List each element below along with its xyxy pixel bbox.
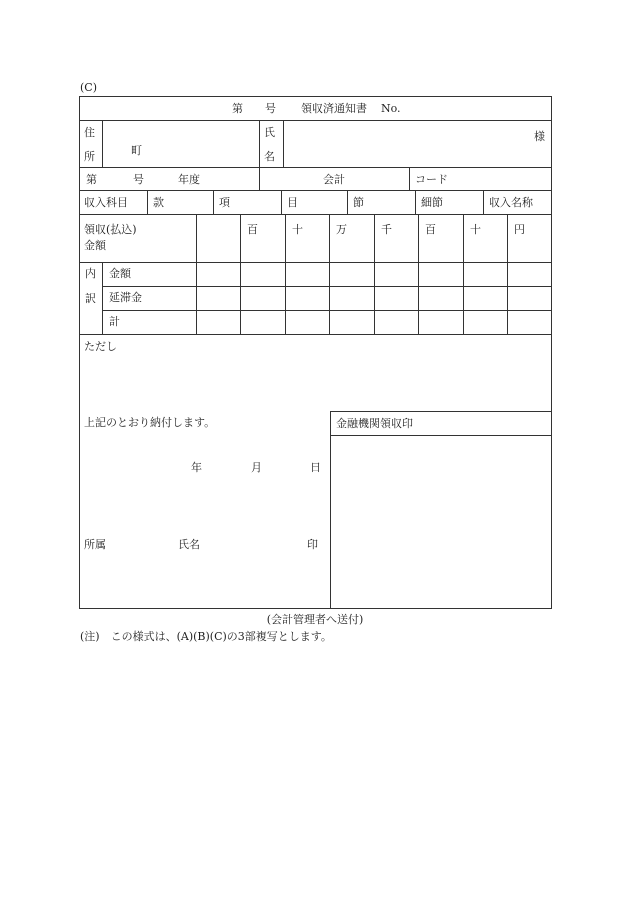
- vrule-subjects-3: [281, 190, 282, 214]
- digit-man: 万: [336, 223, 347, 236]
- vrule-grid-1: [240, 214, 241, 334]
- date-day: 日: [310, 461, 321, 474]
- name-shi: 氏: [264, 126, 275, 139]
- rule-number: [79, 190, 552, 191]
- amount-label-line1: 領収(払込): [84, 223, 137, 236]
- vrule-subjects-6: [483, 190, 484, 214]
- address-ju: 住: [84, 126, 95, 139]
- title-no: No.: [381, 102, 401, 115]
- vrule-grid-4: [374, 214, 375, 334]
- copy-label: (C): [80, 81, 97, 94]
- vrule-subjects-2: [213, 190, 214, 214]
- vrule-address-1: [102, 120, 103, 167]
- rule-breakdown-end: [79, 334, 552, 335]
- address-machi: 町: [131, 144, 142, 157]
- title-dai: 第: [232, 102, 243, 115]
- breakdown-wake: 訳: [85, 292, 96, 305]
- rule-amount-header: [79, 262, 552, 263]
- rule-address: [79, 167, 552, 168]
- account-label: 会計: [323, 173, 345, 186]
- digit-ju-man: 十: [292, 223, 303, 236]
- vrule-subjects-1: [147, 190, 148, 214]
- vrule-grid-6: [463, 214, 464, 334]
- rule-bank-header: [330, 435, 552, 436]
- form-frame: [79, 96, 552, 609]
- vrule-number-1: [259, 167, 260, 190]
- breakdown-uchi: 内: [85, 267, 96, 280]
- digit-hyaku: 百: [425, 223, 436, 236]
- number-dai: 第: [86, 173, 97, 186]
- revenue-subject-label: 収入科目: [84, 196, 128, 209]
- signer-name-label: 氏名: [178, 538, 200, 551]
- address-sho: 所: [84, 150, 95, 163]
- seal-label: 印: [307, 538, 318, 551]
- form-note: (注) この様式は、(A)(B)(C)の3部複写とします。: [80, 630, 332, 643]
- payment-statement: 上記のとおり納付します。: [84, 416, 216, 429]
- revenue-name-label: 収入名称: [489, 196, 533, 209]
- subject-saisetsu: 細節: [421, 196, 443, 209]
- affiliation-label: 所属: [84, 538, 106, 551]
- amount-label-line2: 金額: [84, 239, 106, 252]
- title-go: 号: [265, 102, 276, 115]
- routing-footer: (会計管理者へ送付): [266, 613, 364, 626]
- code-label: コード: [415, 173, 448, 186]
- rule-title: [79, 120, 552, 121]
- bank-stamp-label: 金融機関領収印: [336, 417, 413, 430]
- vrule-grid-2: [285, 214, 286, 334]
- breakdown-total-label: 計: [109, 315, 120, 328]
- proviso-label: ただし: [84, 340, 117, 353]
- rule-bank-top: [330, 411, 552, 412]
- rule-breakdown-2: [102, 310, 552, 311]
- digit-hyaku-man: 百: [247, 223, 258, 236]
- breakdown-amount-label: 金額: [109, 267, 131, 280]
- vrule-grid-0: [196, 214, 197, 334]
- subject-kan: 款: [153, 196, 164, 209]
- vrule-subjects-4: [347, 190, 348, 214]
- vrule-breakdown-label: [102, 262, 103, 334]
- vrule-number-2: [409, 167, 410, 190]
- vrule-address-2: [259, 120, 260, 167]
- digit-ju: 十: [470, 223, 481, 236]
- subject-setsu: 節: [353, 196, 364, 209]
- vrule-address-3: [283, 120, 284, 167]
- date-month: 月: [251, 461, 262, 474]
- subject-moku: 目: [287, 196, 298, 209]
- vrule-grid-7: [507, 214, 508, 334]
- vrule-grid-3: [329, 214, 330, 334]
- rule-breakdown-1: [102, 286, 552, 287]
- name-sama: 様: [534, 130, 545, 143]
- date-year: 年: [191, 461, 202, 474]
- vrule-subjects-5: [415, 190, 416, 214]
- form-title: 領収済通知書: [301, 102, 367, 115]
- vrule-bank: [330, 411, 331, 609]
- subject-ko: 項: [219, 196, 230, 209]
- fiscal-year-label: 年度: [178, 173, 200, 186]
- breakdown-late-fee-label: 延滞金: [109, 291, 142, 304]
- digit-en: 円: [514, 223, 525, 236]
- name-mei: 名: [264, 150, 275, 163]
- rule-subjects: [79, 214, 552, 215]
- vrule-grid-5: [418, 214, 419, 334]
- digit-sen: 千: [381, 223, 392, 236]
- number-go: 号: [133, 173, 144, 186]
